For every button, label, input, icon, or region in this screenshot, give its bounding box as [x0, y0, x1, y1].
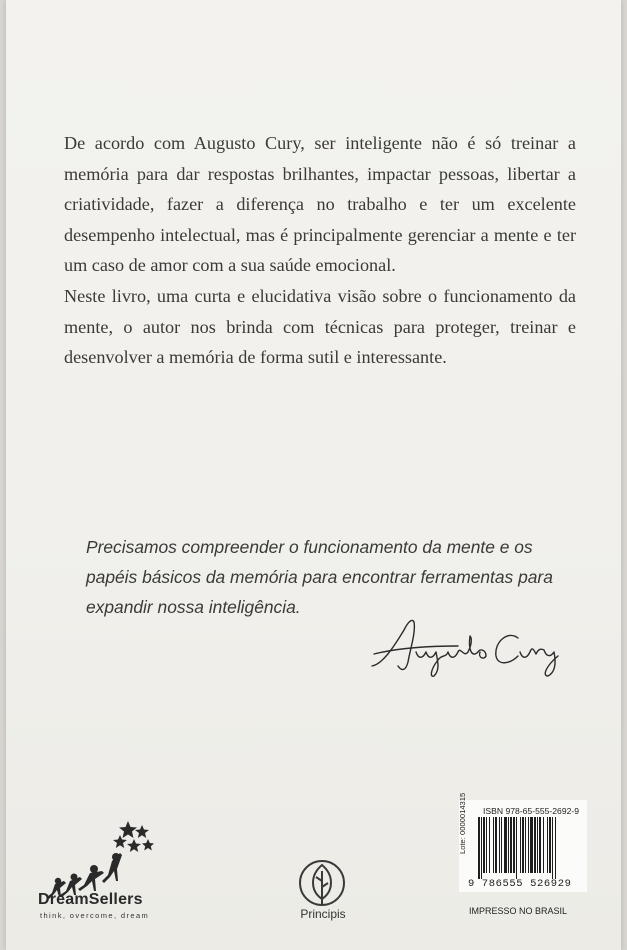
isbn-label: ISBN 978-65-555-2692-9 [483, 806, 580, 816]
dreamsellers-tagline: think, overcome, dream [40, 911, 150, 920]
principis-logo-text: Principis [300, 907, 346, 921]
blurb-paragraph: De acordo com Augusto Cury, ser inteligente não é só treinar a memória para dar respostas brilhantes, impactar pessoas, libertar a criatividade, fazer a diferença no trabalho e ter um excelente desempenho intelectual, mas é principalmente gerenciar a mente e ter um caso de amor com a sua saúde emocional. [64, 133, 576, 276]
quote-text: Precisamos compreender o funcionamento da mente e os papéis básicos da memória para encontrar ferramentas para expandir nossa inteligência. [86, 537, 553, 617]
author-signature [368, 610, 568, 680]
lote-label: Lote: 0000014315 [458, 792, 467, 854]
blurb-text [64, 128, 576, 373]
leaf-in-circle-icon [296, 857, 348, 909]
dreamsellers-logo-text: DreamSellers [38, 891, 143, 908]
blurb-paragraph: Neste livro, uma curta e elucidativa visão sobre o funcionamento da mente, o autor nos brinda com técnicas para proteger, treinar e desenvolver a memória de forma sutil e interessante. [64, 285, 576, 368]
barcode-number: 9 786555 526929 [468, 878, 572, 890]
author-quote [86, 532, 586, 622]
printed-in-label: IMPRESSO NO BRASIL [469, 906, 568, 916]
barcode-icon [478, 817, 584, 879]
back-cover [6, 0, 621, 950]
